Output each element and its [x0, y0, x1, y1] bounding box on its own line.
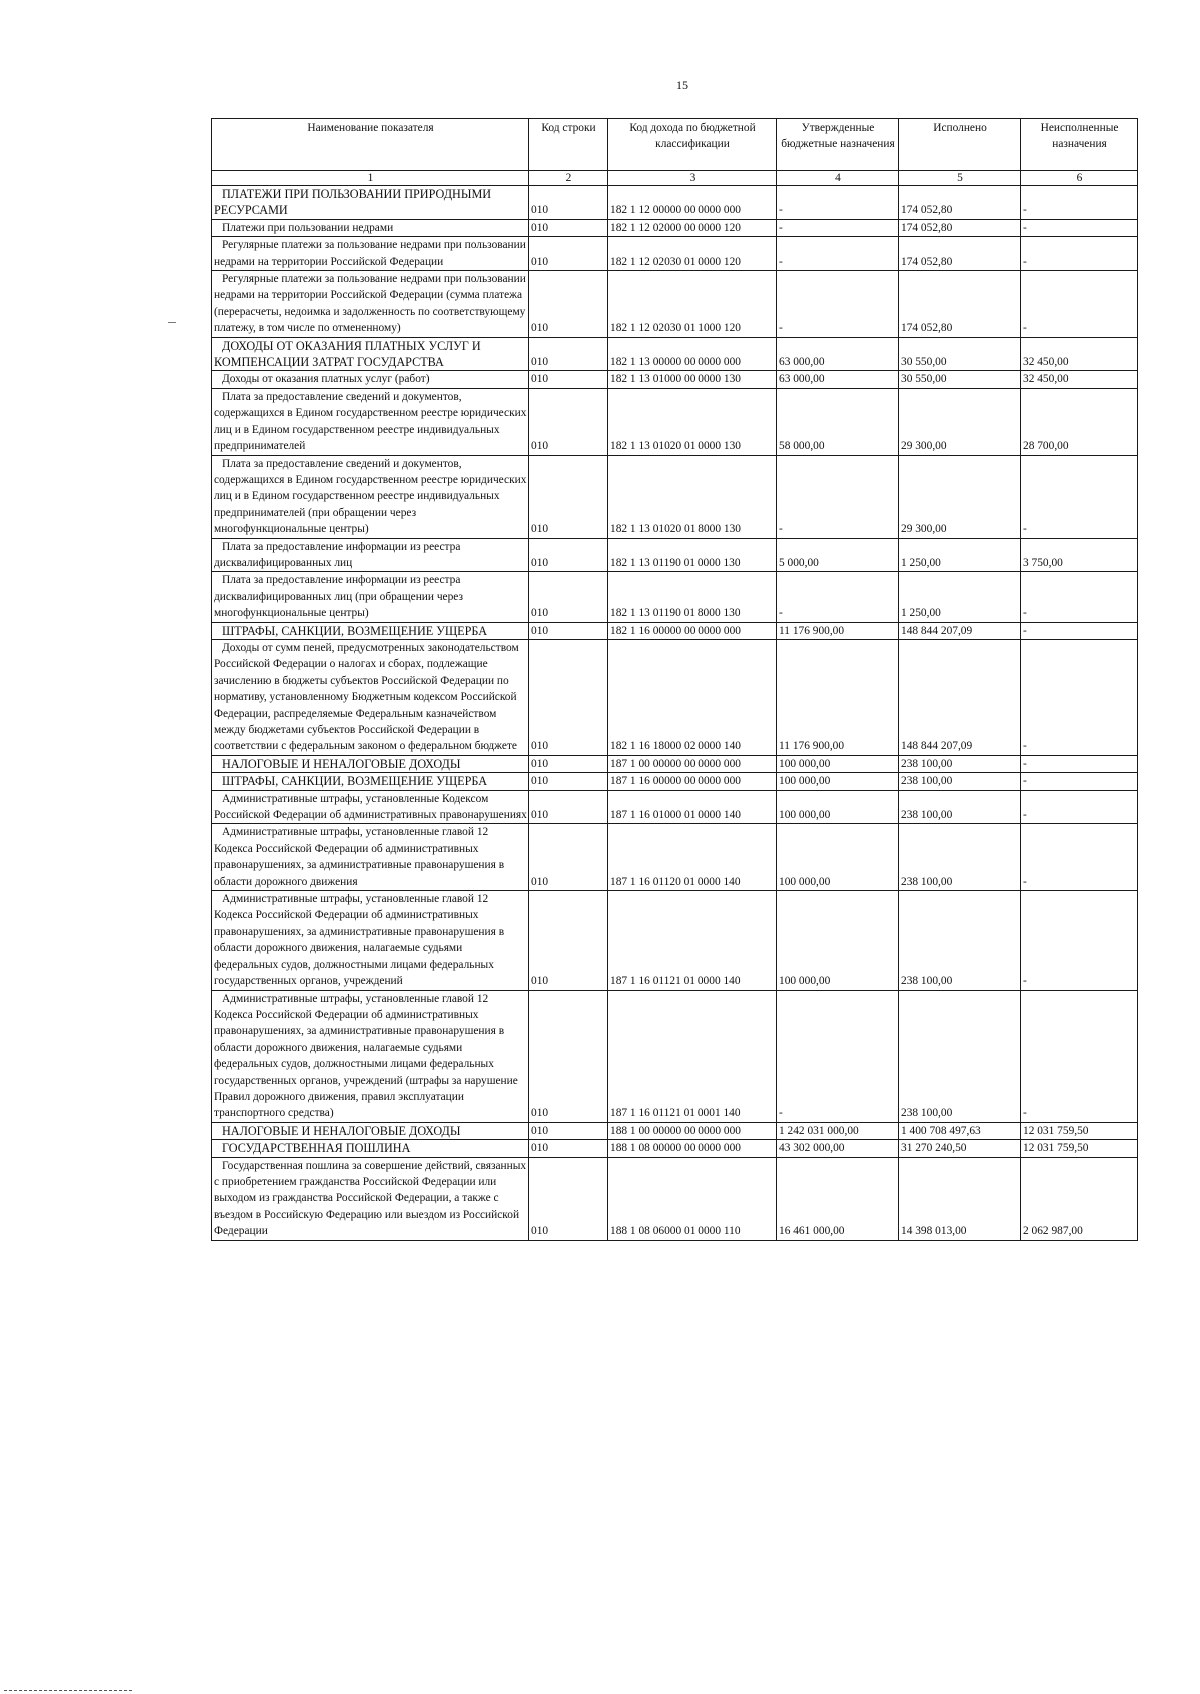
unexecuted-cell: -: [1021, 755, 1138, 772]
line-code-cell: 010: [529, 337, 608, 371]
executed-cell: 30 550,00: [899, 337, 1021, 371]
indicator-name-cell: ПЛАТЕЖИ ПРИ ПОЛЬЗОВАНИИ ПРИРОДНЫМИ РЕСУРСАМИ: [212, 186, 529, 220]
column-number-row: [212, 171, 1138, 186]
income-code-cell: 182 1 13 01190 01 0000 130: [608, 538, 777, 572]
income-code-cell: 182 1 13 01000 00 0000 130: [608, 371, 777, 388]
indicator-name-cell: Плата за предоставление сведений и документов, содержащихся в Едином государственном реестре юридических лиц и в Едином государственном реестре индивидуальных предпринимателей: [212, 388, 529, 455]
indicator-name-cell: ШТРАФЫ, САНКЦИИ, ВОЗМЕЩЕНИЕ УЩЕРБА: [212, 622, 529, 639]
indicator-name-cell: Административные штрафы, установленные главой 12 Кодекса Российской Федерации об административных правонарушениях, за административные правонарушения в области дорожного движения: [212, 824, 529, 891]
indicator-name-cell: Административные штрафы, установленные главой 12 Кодекса Российской Федерации об административных правонарушениях, за административные правонарушения в области дорожного движения, налагаемые судьями федеральных судов, должностными лицами федеральных государственных органов, учреждений: [212, 891, 529, 990]
table-row: [212, 1157, 1138, 1240]
column-number: 6: [1021, 171, 1138, 186]
approved-cell: 63 000,00: [777, 337, 899, 371]
line-code-cell: 010: [529, 186, 608, 220]
executed-cell: 174 052,80: [899, 237, 1021, 271]
approved-cell: -: [777, 455, 899, 538]
approved-cell: 100 000,00: [777, 891, 899, 990]
margin-mark: [168, 322, 176, 323]
executed-cell: 174 052,80: [899, 219, 1021, 236]
indicator-name-cell: Административные штрафы, установленные главой 12 Кодекса Российской Федерации об административных правонарушениях, за административные правонарушения в области дорожного движения, налагаемые судьями федеральных судов, должностными лицами федеральных государственных органов, учреждений (штрафы за нарушение Правил дорожного движения, правил эксплуатации транспортного средства): [212, 990, 529, 1122]
executed-cell: 238 100,00: [899, 773, 1021, 790]
approved-cell: 58 000,00: [777, 388, 899, 455]
income-code-cell: 187 1 16 01120 01 0000 140: [608, 824, 777, 891]
line-code-cell: 010: [529, 891, 608, 990]
income-code-cell: 182 1 16 00000 00 0000 000: [608, 622, 777, 639]
table-row: [212, 271, 1138, 338]
unexecuted-cell: -: [1021, 990, 1138, 1122]
page-number: 15: [676, 78, 688, 92]
header-executed: Исполнено: [899, 119, 1021, 171]
executed-cell: 31 270 240,50: [899, 1140, 1021, 1157]
executed-cell: 1 250,00: [899, 538, 1021, 572]
table-row: [212, 639, 1138, 755]
line-code-cell: 010: [529, 371, 608, 388]
column-number: 2: [529, 171, 608, 186]
table-row: [212, 337, 1138, 371]
table-row: [212, 990, 1138, 1122]
header-approved: Утвержденные бюджетные назначения: [777, 119, 899, 171]
table-body: [212, 186, 1138, 1241]
unexecuted-cell: -: [1021, 186, 1138, 220]
table-row: [212, 755, 1138, 772]
line-code-cell: 010: [529, 790, 608, 824]
executed-cell: 29 300,00: [899, 455, 1021, 538]
unexecuted-cell: -: [1021, 455, 1138, 538]
indicator-name-cell: Доходы от оказания платных услуг (работ): [212, 371, 529, 388]
income-code-cell: 182 1 12 02030 01 0000 120: [608, 237, 777, 271]
approved-cell: -: [777, 237, 899, 271]
income-code-cell: 182 1 13 00000 00 0000 000: [608, 337, 777, 371]
executed-cell: 238 100,00: [899, 990, 1021, 1122]
line-code-cell: 010: [529, 237, 608, 271]
income-code-cell: 182 1 16 18000 02 0000 140: [608, 639, 777, 755]
income-code-cell: 187 1 16 01000 01 0000 140: [608, 790, 777, 824]
column-number: 3: [608, 171, 777, 186]
executed-cell: 1 250,00: [899, 572, 1021, 622]
unexecuted-cell: 12 031 759,50: [1021, 1122, 1138, 1139]
line-code-cell: 010: [529, 824, 608, 891]
approved-cell: 5 000,00: [777, 538, 899, 572]
line-code-cell: 010: [529, 219, 608, 236]
indicator-name-cell: Плата за предоставление информации из реестра дисквалифицированных лиц (при обращении через многофункциональные центры): [212, 572, 529, 622]
unexecuted-cell: -: [1021, 773, 1138, 790]
income-code-cell: 188 1 08 00000 00 0000 000: [608, 1140, 777, 1157]
line-code-cell: 010: [529, 388, 608, 455]
table-row: [212, 790, 1138, 824]
table-row: [212, 622, 1138, 639]
indicator-name-cell: Доходы от сумм пеней, предусмотренных законодательством Российской Федерации о налогах и сборах, подлежащие зачислению в бюджеты субъектов Российской Федерации по нормативу, установленному Бюджетным кодексом Российской Федерации, распределяемые Федеральным казначейством между бюджетами субъектов Российской Федерации в соответствии с федеральным законом о федеральном бюджете: [212, 639, 529, 755]
approved-cell: 43 302 000,00: [777, 1140, 899, 1157]
table-row: [212, 371, 1138, 388]
unexecuted-cell: 28 700,00: [1021, 388, 1138, 455]
income-code-cell: 188 1 08 06000 01 0000 110: [608, 1157, 777, 1240]
table-row: [212, 891, 1138, 990]
income-code-cell: 182 1 13 01020 01 0000 130: [608, 388, 777, 455]
approved-cell: 16 461 000,00: [777, 1157, 899, 1240]
table-row: [212, 824, 1138, 891]
line-code-cell: 010: [529, 773, 608, 790]
unexecuted-cell: -: [1021, 622, 1138, 639]
approved-cell: 1 242 031 000,00: [777, 1122, 899, 1139]
unexecuted-cell: -: [1021, 572, 1138, 622]
unexecuted-cell: -: [1021, 824, 1138, 891]
indicator-name-cell: Плата за предоставление информации из реестра дисквалифицированных лиц: [212, 538, 529, 572]
line-code-cell: 010: [529, 990, 608, 1122]
approved-cell: 100 000,00: [777, 773, 899, 790]
line-code-cell: 010: [529, 1140, 608, 1157]
indicator-name-cell: Платежи при пользовании недрами: [212, 219, 529, 236]
approved-cell: -: [777, 271, 899, 338]
income-code-cell: 187 1 16 00000 00 0000 000: [608, 773, 777, 790]
line-code-cell: 010: [529, 622, 608, 639]
header-row: [212, 119, 1138, 171]
column-number: 1: [212, 171, 529, 186]
income-code-cell: 182 1 13 01020 01 8000 130: [608, 455, 777, 538]
unexecuted-cell: 2 062 987,00: [1021, 1157, 1138, 1240]
income-code-cell: 182 1 12 02000 00 0000 120: [608, 219, 777, 236]
executed-cell: 238 100,00: [899, 755, 1021, 772]
income-code-cell: 187 1 16 01121 01 0000 140: [608, 891, 777, 990]
budget-execution-table: [211, 118, 1138, 1241]
unexecuted-cell: 32 450,00: [1021, 337, 1138, 371]
table-row: [212, 388, 1138, 455]
indicator-name-cell: НАЛОГОВЫЕ И НЕНАЛОГОВЫЕ ДОХОДЫ: [212, 755, 529, 772]
line-code-cell: 010: [529, 1157, 608, 1240]
line-code-cell: 010: [529, 572, 608, 622]
approved-cell: -: [777, 990, 899, 1122]
line-code-cell: 010: [529, 755, 608, 772]
approved-cell: 11 176 900,00: [777, 622, 899, 639]
table-row: [212, 538, 1138, 572]
executed-cell: 174 052,80: [899, 186, 1021, 220]
income-code-cell: 188 1 00 00000 00 0000 000: [608, 1122, 777, 1139]
column-number: 4: [777, 171, 899, 186]
income-code-cell: 182 1 12 02030 01 1000 120: [608, 271, 777, 338]
approved-cell: -: [777, 572, 899, 622]
table-row: [212, 773, 1138, 790]
income-code-cell: 187 1 00 00000 00 0000 000: [608, 755, 777, 772]
executed-cell: 148 844 207,09: [899, 622, 1021, 639]
table-row: [212, 219, 1138, 236]
column-number: 5: [899, 171, 1021, 186]
executed-cell: 14 398 013,00: [899, 1157, 1021, 1240]
line-code-cell: 010: [529, 538, 608, 572]
unexecuted-cell: 3 750,00: [1021, 538, 1138, 572]
unexecuted-cell: 12 031 759,50: [1021, 1140, 1138, 1157]
unexecuted-cell: -: [1021, 271, 1138, 338]
unexecuted-cell: -: [1021, 639, 1138, 755]
line-code-cell: 010: [529, 639, 608, 755]
income-code-cell: 182 1 13 01190 01 8000 130: [608, 572, 777, 622]
indicator-name-cell: Плата за предоставление сведений и документов, содержащихся в Едином государственном реестре юридических лиц и в Едином государственном реестре индивидуальных предпринимателей (при обращении через многофункциональные центры): [212, 455, 529, 538]
indicator-name-cell: ДОХОДЫ ОТ ОКАЗАНИЯ ПЛАТНЫХ УСЛУГ И КОМПЕНСАЦИИ ЗАТРАТ ГОСУДАРСТВА: [212, 337, 529, 371]
indicator-name-cell: Регулярные платежи за пользование недрами при пользовании недрами на территории Российской Федерации (сумма платежа (перерасчеты, недоимка и задолженность по соответствующему платежу, в том числе по отмененному): [212, 271, 529, 338]
approved-cell: 100 000,00: [777, 790, 899, 824]
indicator-name-cell: ГОСУДАРСТВЕННАЯ ПОШЛИНА: [212, 1140, 529, 1157]
executed-cell: 148 844 207,09: [899, 639, 1021, 755]
header-line-code: Код строки: [529, 119, 608, 171]
executed-cell: 1 400 708 497,63: [899, 1122, 1021, 1139]
indicator-name-cell: НАЛОГОВЫЕ И НЕНАЛОГОВЫЕ ДОХОДЫ: [212, 1122, 529, 1139]
indicator-name-cell: Регулярные платежи за пользование недрами при пользовании недрами на территории Российской Федерации: [212, 237, 529, 271]
approved-cell: 63 000,00: [777, 371, 899, 388]
footer-line: [4, 1690, 132, 1691]
approved-cell: 11 176 900,00: [777, 639, 899, 755]
unexecuted-cell: 32 450,00: [1021, 371, 1138, 388]
header-unexecuted: Неисполненные назначения: [1021, 119, 1138, 171]
table-row: [212, 572, 1138, 622]
approved-cell: 100 000,00: [777, 824, 899, 891]
unexecuted-cell: -: [1021, 891, 1138, 990]
executed-cell: 30 550,00: [899, 371, 1021, 388]
executed-cell: 29 300,00: [899, 388, 1021, 455]
approved-cell: -: [777, 219, 899, 236]
indicator-name-cell: Государственная пошлина за совершение действий, связанных с приобретением гражданства Российской Федерации или выходом из гражданства Российской Федерации, а также с въездом в Российскую Федерацию или выездом из Российской Федерации: [212, 1157, 529, 1240]
header-income-code: Код дохода по бюджетной классификации: [608, 119, 777, 171]
executed-cell: 238 100,00: [899, 824, 1021, 891]
table-row: [212, 1122, 1138, 1139]
executed-cell: 174 052,80: [899, 271, 1021, 338]
approved-cell: -: [777, 186, 899, 220]
line-code-cell: 010: [529, 1122, 608, 1139]
header-indicator-name: Наименование показателя: [212, 119, 529, 171]
income-code-cell: 182 1 12 00000 00 0000 000: [608, 186, 777, 220]
table-row: [212, 186, 1138, 220]
approved-cell: 100 000,00: [777, 755, 899, 772]
unexecuted-cell: -: [1021, 237, 1138, 271]
line-code-cell: 010: [529, 271, 608, 338]
income-code-cell: 187 1 16 01121 01 0001 140: [608, 990, 777, 1122]
table-row: [212, 1140, 1138, 1157]
table-row: [212, 455, 1138, 538]
indicator-name-cell: Административные штрафы, установленные Кодексом Российской Федерации об административных правонарушениях: [212, 790, 529, 824]
indicator-name-cell: ШТРАФЫ, САНКЦИИ, ВОЗМЕЩЕНИЕ УЩЕРБА: [212, 773, 529, 790]
unexecuted-cell: -: [1021, 790, 1138, 824]
table-row: [212, 237, 1138, 271]
unexecuted-cell: -: [1021, 219, 1138, 236]
executed-cell: 238 100,00: [899, 790, 1021, 824]
executed-cell: 238 100,00: [899, 891, 1021, 990]
line-code-cell: 010: [529, 455, 608, 538]
